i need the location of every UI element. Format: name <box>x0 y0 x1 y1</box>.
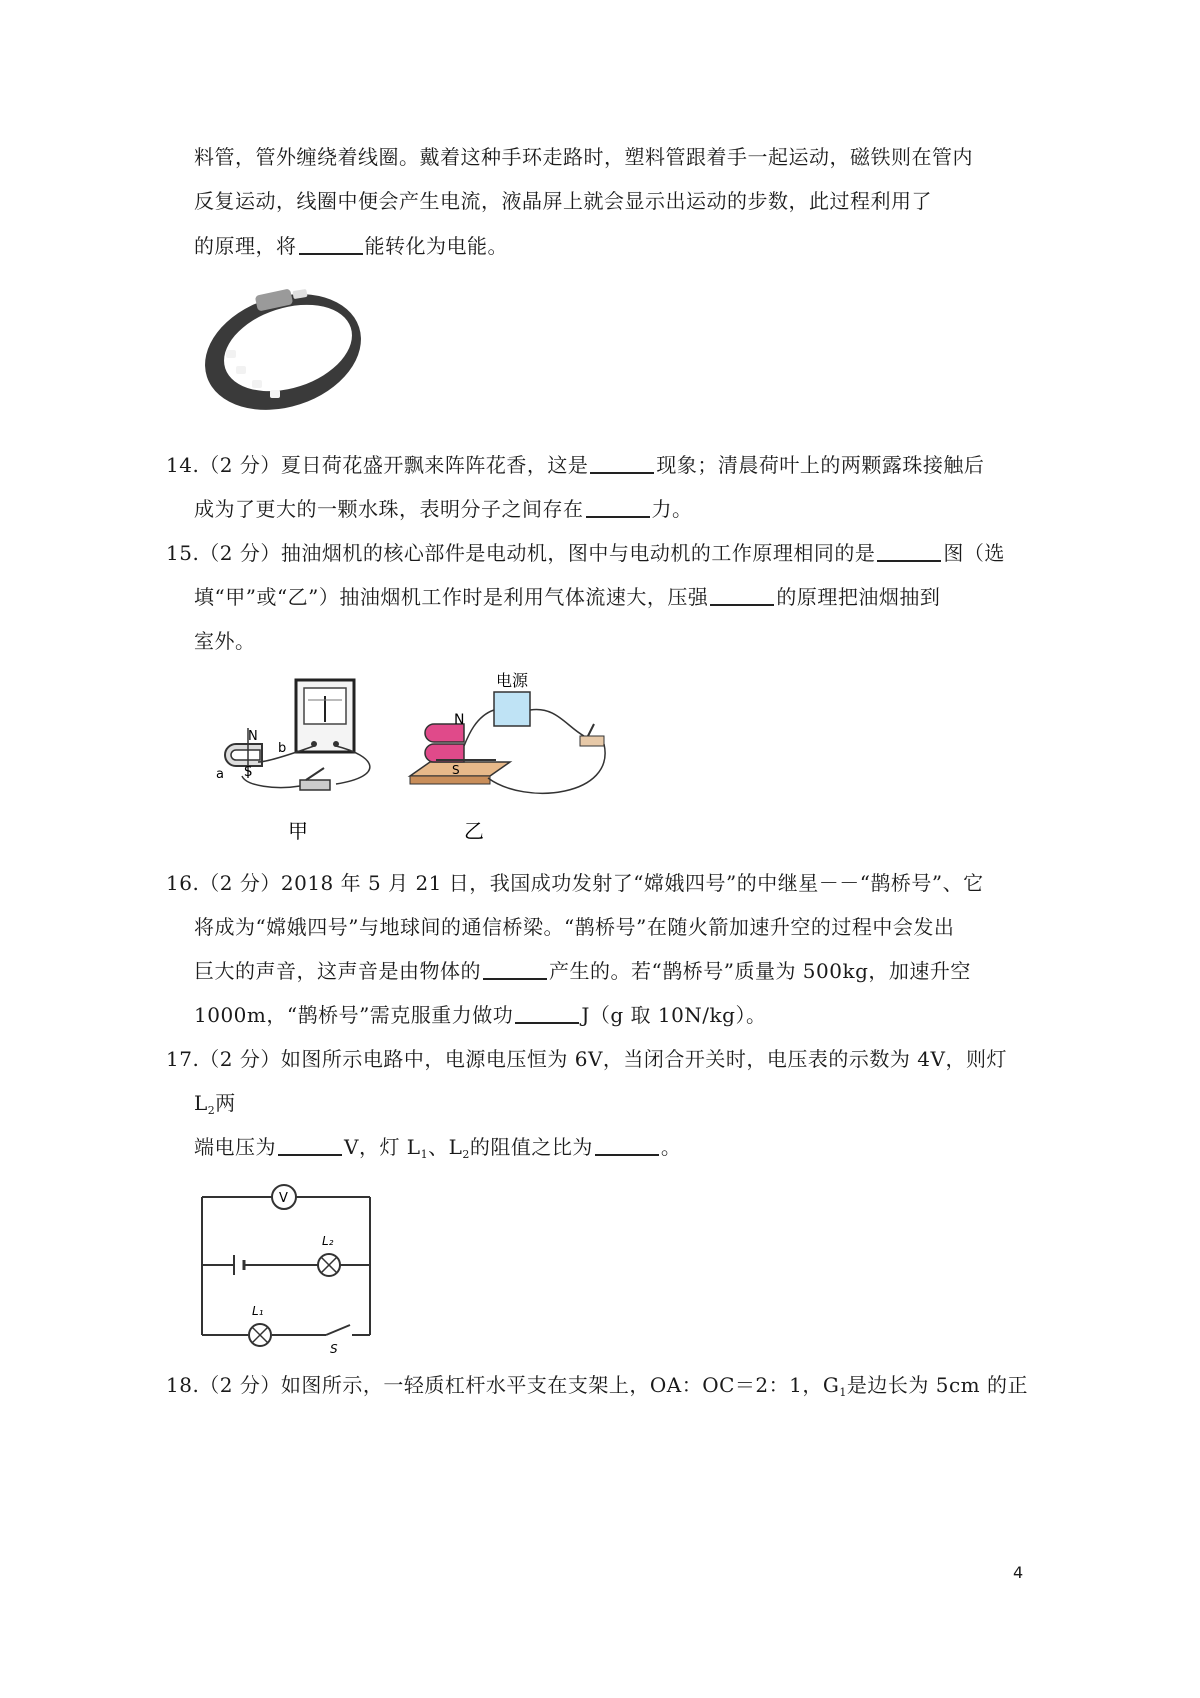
subscript: 2 <box>207 1104 216 1117</box>
s-label: S <box>244 765 253 780</box>
power-label: 电源 <box>496 671 529 690</box>
q13-text: 的原理，将 <box>194 234 297 258</box>
q15-text: 的原理把油烟抽到 <box>776 585 941 609</box>
subscript: 2 <box>462 1148 470 1161</box>
answer-blank[interactable] <box>515 1002 579 1024</box>
a-label: a <box>216 767 224 782</box>
answer-blank[interactable] <box>278 1134 342 1156</box>
q16-line-1: 16.（2 分）2018 年 5 月 21 日，我国成功发射了“嫦娥四号”的中继星－－“鹊桥号”、它 <box>166 871 984 895</box>
q17-line-1: 17.（2 分）如图所示电路中，电源电压恒为 6V，当闭合开关时，电压表的示数为 4V，则灯 <box>166 1047 1007 1071</box>
q17-line-3 <box>194 1133 681 1169</box>
q16-line-4 <box>194 1001 766 1029</box>
q17-line-2 <box>194 1089 236 1125</box>
q14-text: 力。 <box>651 497 693 521</box>
q15-figure <box>196 666 616 846</box>
q14-line-1 <box>166 451 984 479</box>
q16-text: 1000m，“鹊桥号”需克服重力做功 <box>194 1003 514 1027</box>
q15-text: 填“甲”或“乙”）抽油烟机工作时是利用气体流速大，压强 <box>194 585 709 609</box>
q15-text: 图（选 <box>943 541 1005 565</box>
subscript: 1 <box>420 1148 429 1161</box>
q15-line-3: 室外。 <box>194 629 256 653</box>
q13-line-3 <box>194 232 508 260</box>
circuit-diagram <box>192 1175 392 1355</box>
figure-jia <box>216 680 370 843</box>
q15-line-1 <box>166 539 1005 567</box>
answer-blank[interactable] <box>483 958 547 980</box>
answer-blank[interactable] <box>586 496 650 518</box>
q16-line-2: 将成为“嫦娥四号”与地球间的通信桥梁。“鹊桥号”在随火箭加速升空的过程中会发出 <box>194 915 955 939</box>
caption-yi: 乙 <box>464 819 484 843</box>
q17-text: 端电压为 <box>194 1135 276 1159</box>
q15-line-2 <box>194 583 940 611</box>
n-label: N <box>248 729 258 744</box>
figure-yi <box>410 671 605 843</box>
q14-text: 现象；清晨荷叶上的两颗露珠接触后 <box>656 453 985 477</box>
answer-blank[interactable] <box>299 233 363 255</box>
n-label: N <box>454 712 465 728</box>
wristband-image <box>198 280 368 420</box>
q16-text: 产生的。若“鹊桥号”质量为 500kg，加速升空 <box>549 959 971 983</box>
caption-jia: 甲 <box>288 819 308 843</box>
q17-text: 。 <box>660 1135 682 1159</box>
q13-text: 能转化为电能。 <box>364 234 508 258</box>
q18-text: 是边长为 5cm 的正 <box>846 1373 1028 1397</box>
q16-line-3 <box>194 957 971 985</box>
voltmeter-label: V <box>279 1191 288 1206</box>
q17-text: L <box>194 1091 208 1115</box>
s-label: S <box>452 763 460 777</box>
q16-text: 巨大的声音，这声音是由物体的 <box>194 959 481 983</box>
answer-blank[interactable] <box>710 584 774 606</box>
b-label: b <box>278 741 287 756</box>
q14-text: 成为了更大的一颗水珠，表明分子之间存在 <box>194 497 584 521</box>
q17-text: V，灯 L <box>344 1135 421 1159</box>
q17-text: 两 <box>215 1091 236 1115</box>
q13-line-1: 料管，管外缠绕着线圈。戴着这种手环走路时，塑料管跟着手一起运动，磁铁则在管内 <box>194 145 973 169</box>
answer-blank[interactable] <box>590 452 654 474</box>
answer-blank[interactable] <box>595 1134 659 1156</box>
q17-text: 的阻值之比为 <box>469 1135 593 1159</box>
q13-line-2: 反复运动，线圈中便会产生电流，液晶屏上就会显示出运动的步数，此过程利用了 <box>194 189 932 213</box>
q17-text: 、L <box>428 1135 463 1159</box>
q14-text: 14.（2 分）夏日荷花盛开飘来阵阵花香，这是 <box>166 453 589 477</box>
q14-line-2 <box>194 495 693 523</box>
q18-text: 18.（2 分）如图所示，一轻质杠杆水平支在支架上，OA：OC＝2：1，G <box>166 1373 840 1397</box>
answer-blank[interactable] <box>877 540 941 562</box>
q18-line-1 <box>166 1371 1028 1407</box>
q16-text: J（g 取 10N/kg）。 <box>581 1003 767 1027</box>
page-number: 4 <box>1013 1563 1024 1582</box>
lamp-l1-label: L₁ <box>252 1304 264 1318</box>
q15-text: 15.（2 分）抽油烟机的核心部件是电动机，图中与电动机的工作原理相同的是 <box>166 541 876 565</box>
subscript: 1 <box>839 1386 847 1399</box>
lamp-l2-label: L₂ <box>322 1234 334 1248</box>
switch-label: S <box>330 1342 338 1355</box>
